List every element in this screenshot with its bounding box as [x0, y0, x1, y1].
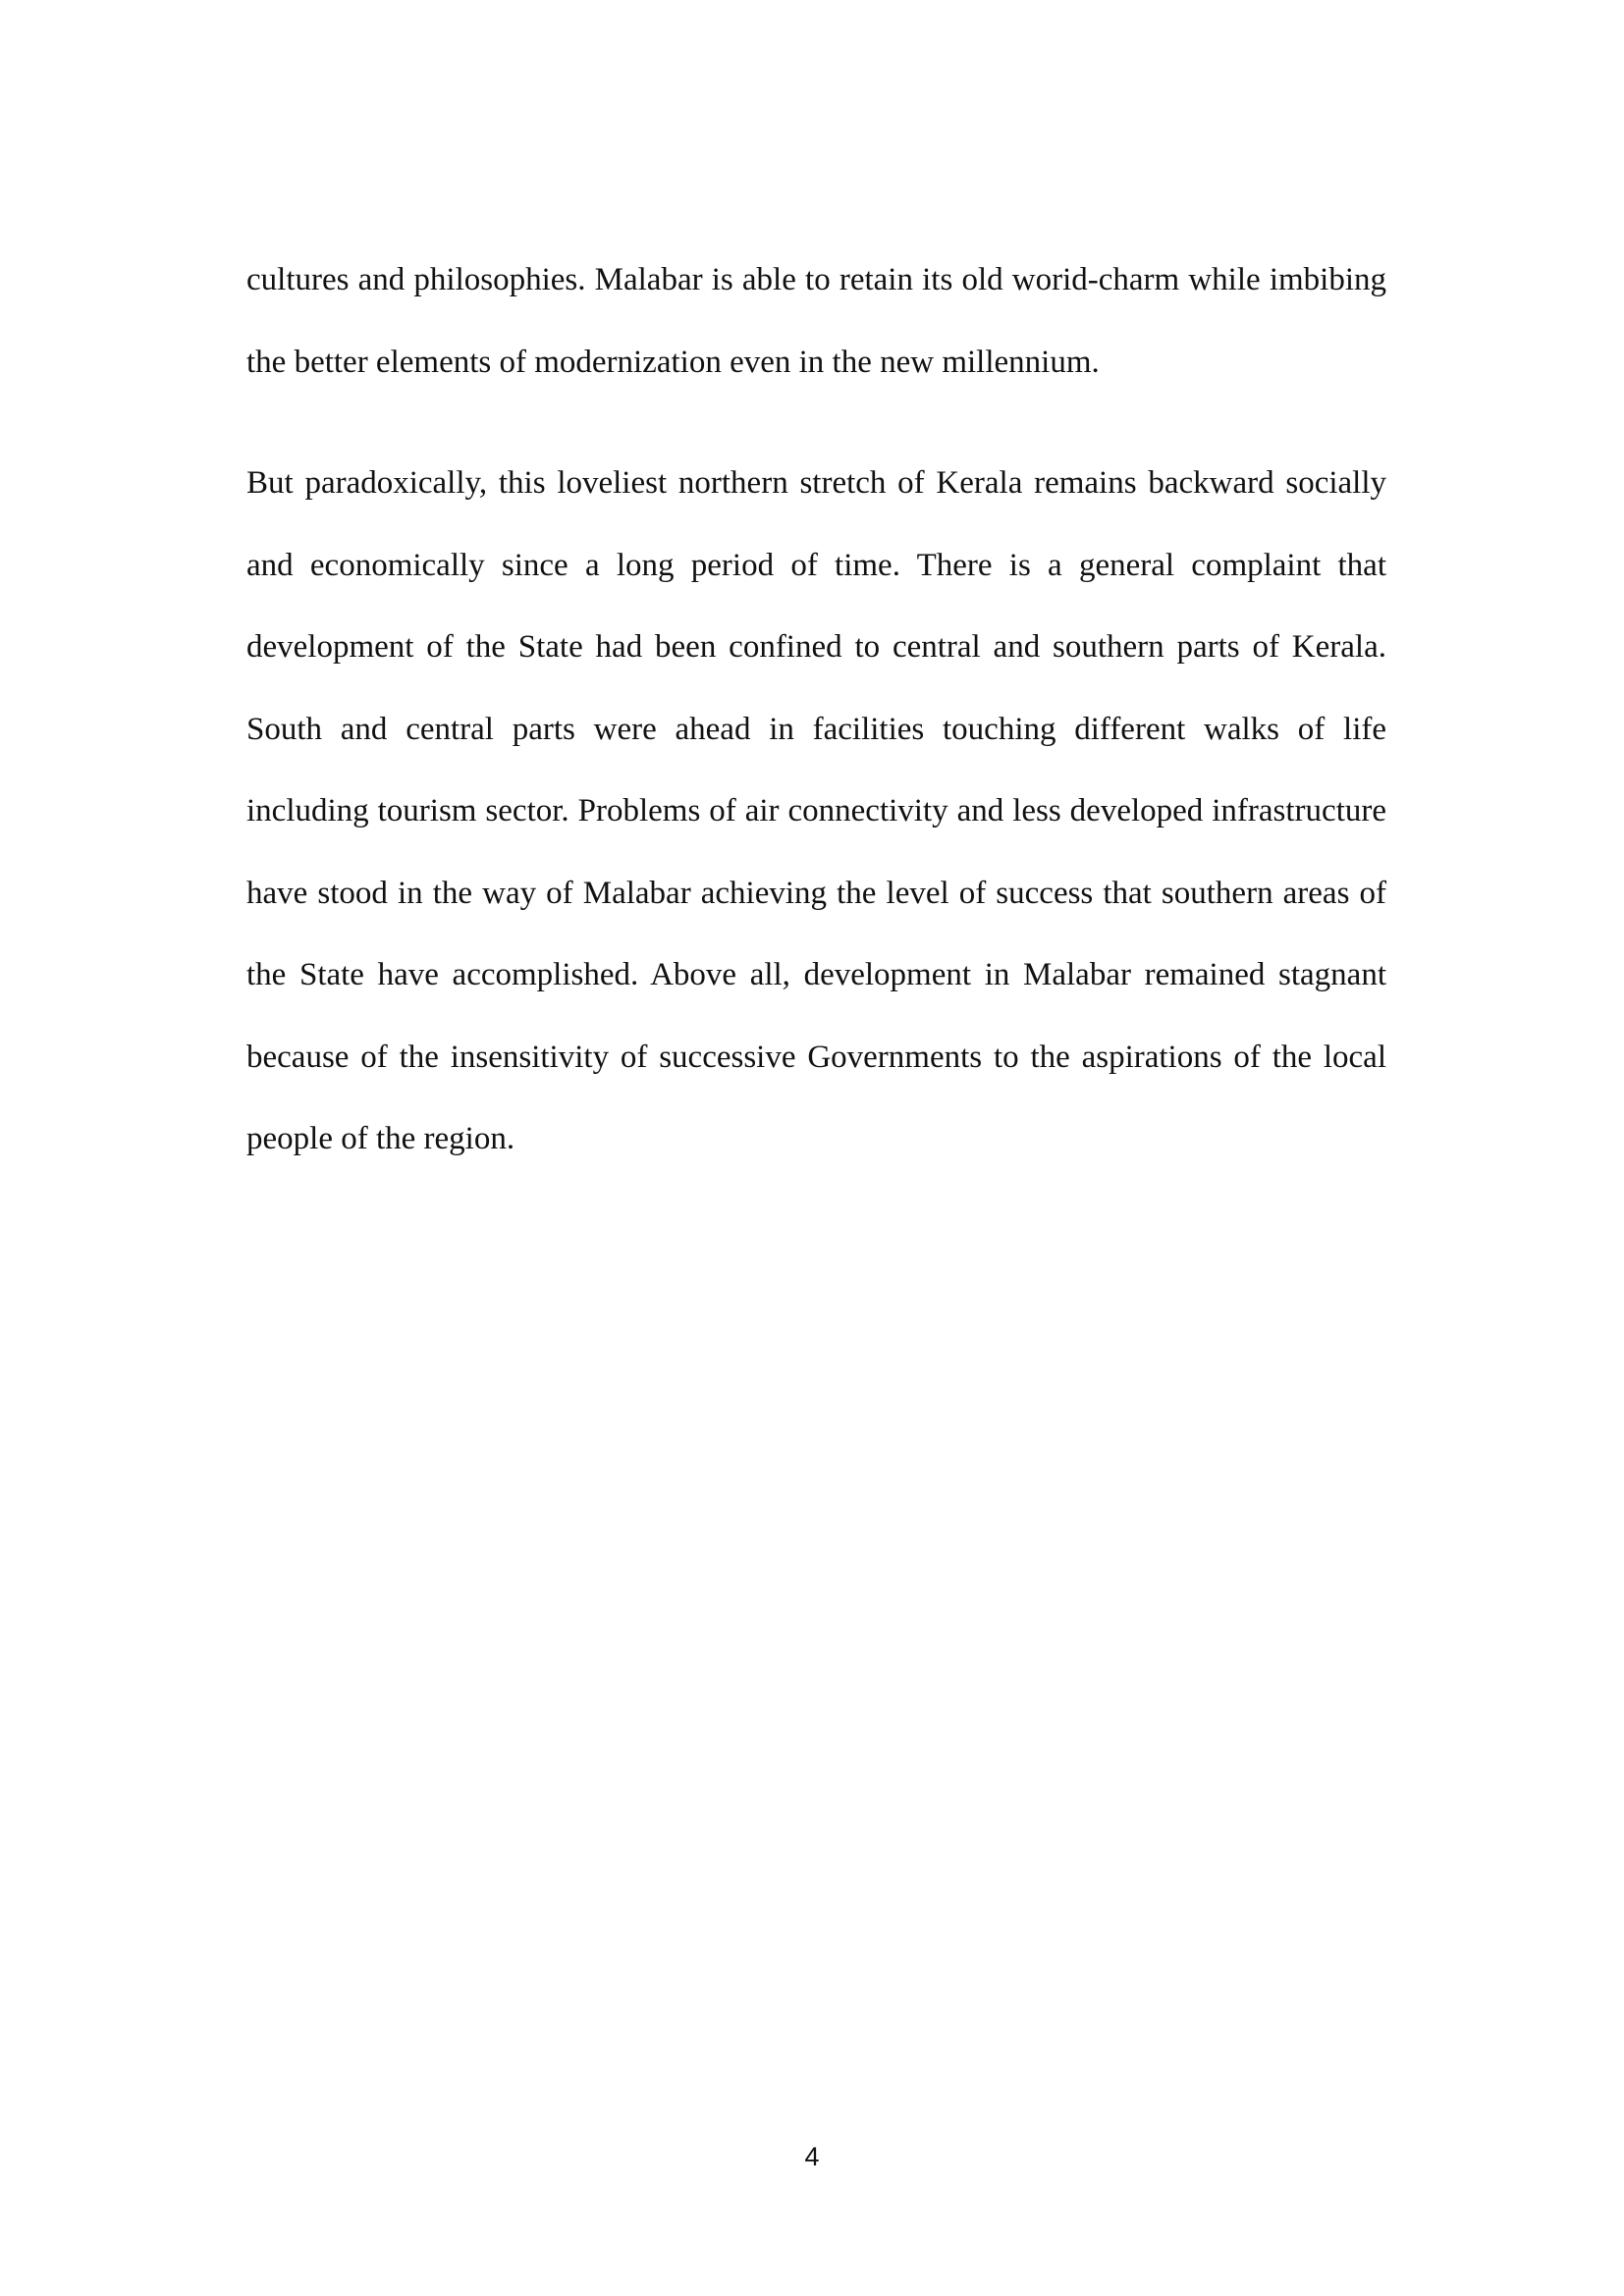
- paragraph-2: But paradoxically, this loveliest northern stretch of Kerala remains backward socially and economically since a long period of time. There is a general complaint that development of the State had been confined to central and southern parts of Kerala. South and central parts were ahead in facilities touching different walks of life including tourism sector. Problems of air connectivity and less developed infrastructure have stood in the way of Malabar achieving the level of success that southern areas of the State have accomplished. Above all, development in Malabar remained stagnant because of the insensitivity of successive Governments to the aspirations of the local people of the region.: [246, 465, 1386, 1156]
- paragraph-1: cultures and philosophies. Malabar is able to retain its old worid-charm while imbibing the better elements of modernization even in the new millennium.: [246, 262, 1386, 380]
- page-number: 4: [804, 2142, 820, 2171]
- body-text: [246, 240, 1386, 1181]
